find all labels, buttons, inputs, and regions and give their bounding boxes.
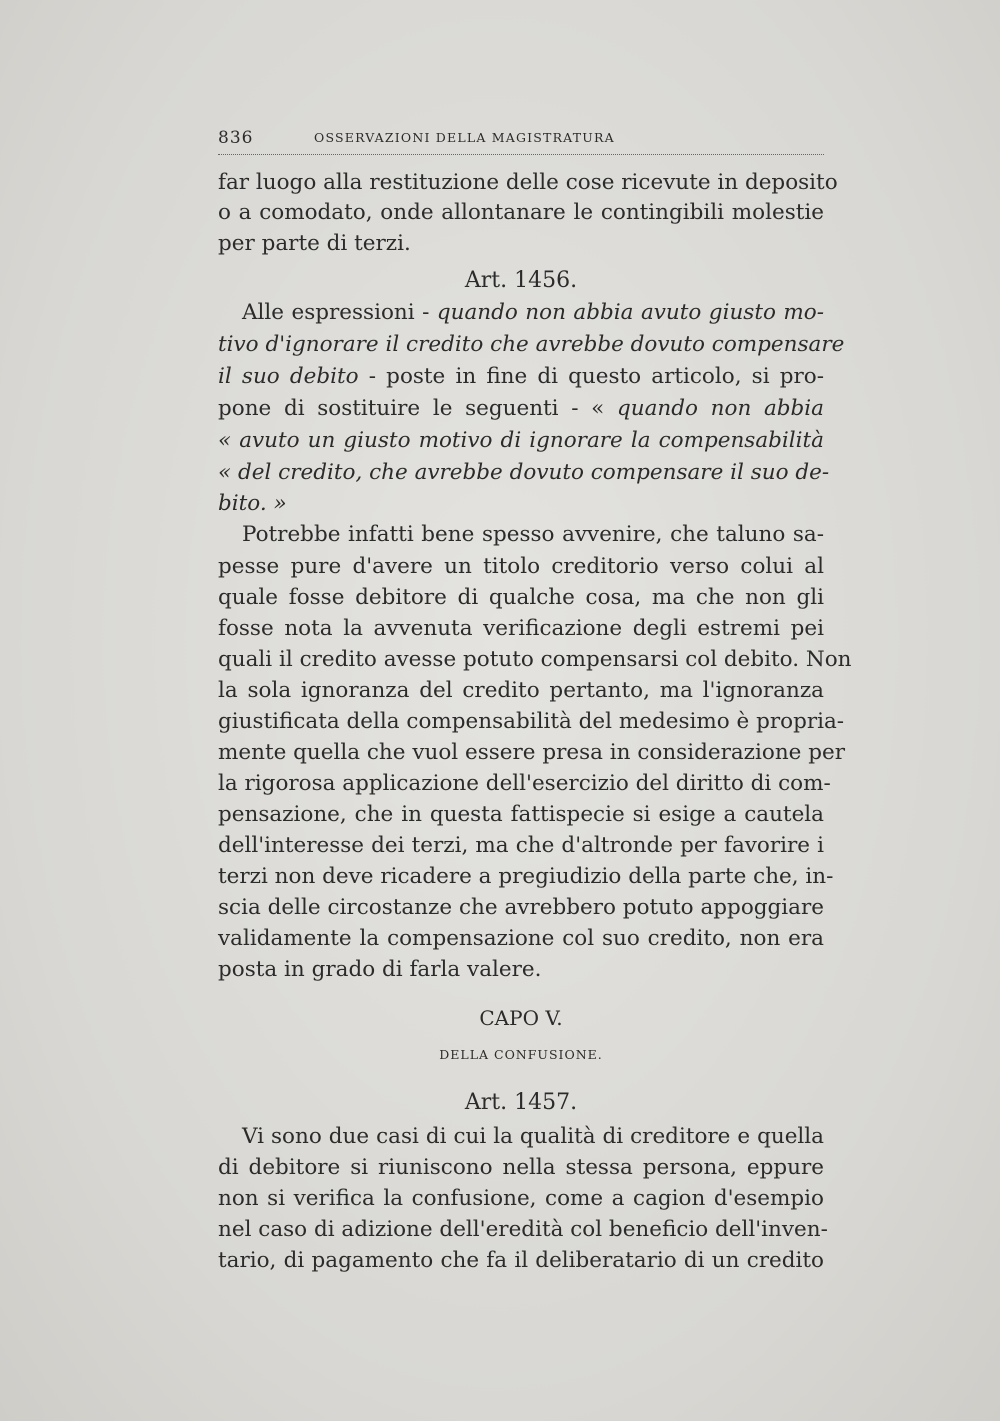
header-rule <box>218 154 824 155</box>
text-line: Potrebbe infatti bene spesso avvenire, che taluno sa- <box>242 522 824 547</box>
article-heading: Art. 1456. <box>464 268 578 293</box>
text-line-part: Alle espressioni - <box>242 300 437 325</box>
page-number: 836 <box>218 128 254 148</box>
quoted-phrase: quando non abbia avuto giusto mo- <box>436 300 824 325</box>
quoted-phrase: quando non abbia <box>617 396 825 421</box>
text-line: pensazione, che in questa fattispecie si esige a cautela <box>218 802 824 827</box>
running-title: OSSERVAZIONI DELLA MAGISTRATURA <box>314 130 615 145</box>
text-line: tario, di pagamento che fa il deliberatario di un credito <box>218 1248 824 1273</box>
chapter-title: CAPO V. <box>479 1006 563 1030</box>
text-line: Vi sono due casi di cui la qualità di creditore e quella <box>242 1124 824 1149</box>
text-line: quali il credito avesse potuto compensarsi col debito. Non <box>218 647 852 672</box>
text-line: giustificata della compensabilità del medesimo è propria- <box>218 709 845 734</box>
text-line: pesse pure d'avere un titolo creditorio verso colui al <box>218 554 824 579</box>
text-line <box>218 394 824 424</box>
text-line: nel caso di adizione dell'eredità col beneficio dell'inven- <box>218 1217 828 1242</box>
text-line: non si verifica la confusione, come a cagion d'esempio <box>218 1186 824 1211</box>
text-line <box>218 362 824 392</box>
text-line: « del credito, che avrebbe dovuto compensare il suo de- <box>218 460 830 485</box>
text-line: dell'interesse dei terzi, ma che d'altronde per favorire i <box>218 833 824 858</box>
text-line: quale fosse debitore di qualche cosa, ma che non gli <box>218 585 824 610</box>
text-line: fosse nota la avvenuta verificazione degli estremi pei <box>218 616 824 641</box>
text-line: mente quella che vuol essere presa in considerazione per <box>218 740 845 765</box>
text-line: di debitore si riuniscono nella stessa persona, eppure <box>218 1155 824 1180</box>
text-line: la rigorosa applicazione dell'esercizio del diritto di com- <box>218 771 831 796</box>
text-line: la sola ignoranza del credito pertanto, ma l'ignoranza <box>218 678 824 703</box>
text-line: validamente la compensazione col suo credito, non era <box>218 926 824 951</box>
text-line: far luogo alla restituzione delle cose ricevute in deposito <box>218 170 838 195</box>
text-line: posta in grado di farla valere. <box>218 957 542 982</box>
text-line: tivo d'ignorare il credito che avrebbe dovuto compensare <box>218 332 845 357</box>
text-line-part: pone di sostituire le seguenti - « <box>218 396 617 421</box>
text-line: bito. » <box>218 491 287 516</box>
text-line: per parte di terzi. <box>218 231 411 256</box>
text-line: scia delle circostanze che avrebbero potuto appoggiare <box>218 895 824 920</box>
quoted-phrase: il suo debito <box>218 364 359 389</box>
chapter-subtitle: DELLA CONFUSIONE. <box>439 1047 603 1062</box>
text-line <box>218 298 824 328</box>
text-line: o a comodato, onde allontanare le contingibili molestie <box>218 200 824 225</box>
text-line: « avuto un giusto motivo di ignorare la compensabilità <box>218 428 824 453</box>
text-line-part: - poste in fine di questo articolo, si pro- <box>358 364 824 389</box>
article-heading: Art. 1457. <box>464 1090 578 1115</box>
text-line: terzi non deve ricadere a pregiudizio della parte che, in- <box>218 864 834 889</box>
